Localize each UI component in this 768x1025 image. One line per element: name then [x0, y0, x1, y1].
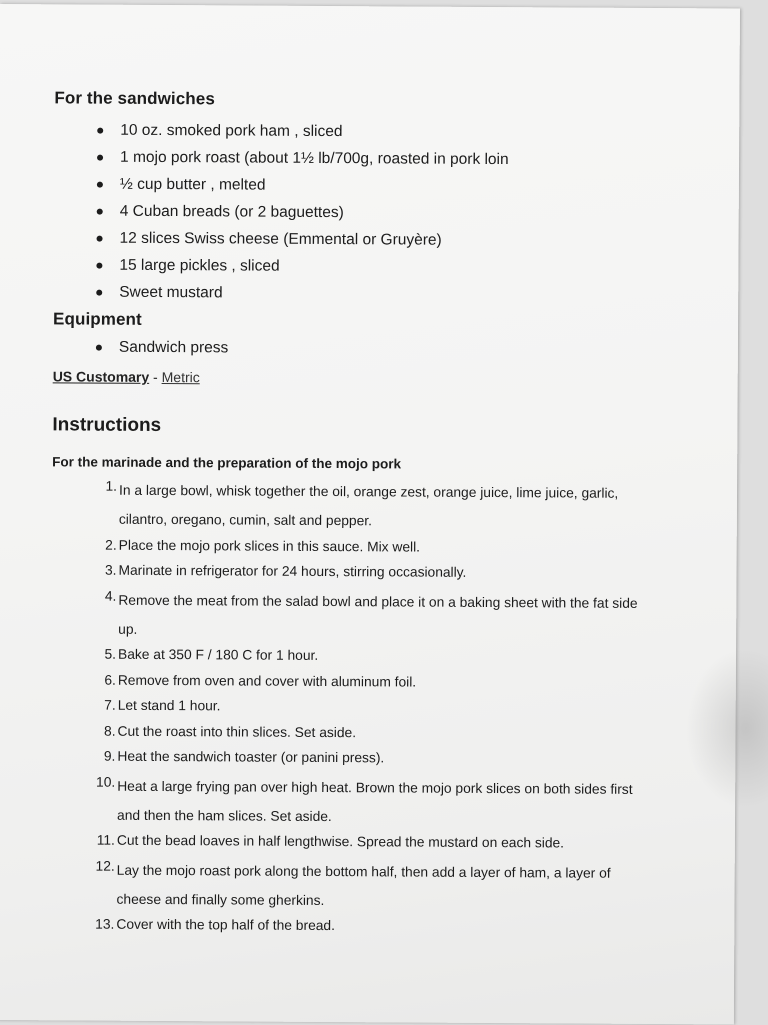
steps-list	[49, 473, 712, 941]
step-number: 11.	[96, 832, 115, 848]
unit-switcher	[53, 368, 713, 388]
instructions-heading: Instructions	[52, 414, 162, 436]
list-item	[54, 116, 714, 147]
bullet-icon	[97, 155, 103, 161]
bullet-icon	[96, 345, 102, 351]
step-text: Remove the meat from the salad bowl and place it on a baking sheet with the fat side	[118, 592, 638, 611]
bullet-icon	[97, 128, 103, 134]
list-item	[49, 853, 709, 916]
paper-sheet	[0, 4, 740, 1025]
step-number: 5.	[104, 646, 117, 662]
step-text: Cut the roast into thin slices. Set aside.	[117, 723, 357, 740]
list-item	[50, 769, 710, 832]
equipment-heading: Equipment	[53, 309, 142, 329]
step-number: 8.	[104, 723, 116, 739]
step-number: 2.	[105, 537, 117, 553]
step-number: 7.	[104, 697, 116, 713]
list-item	[51, 583, 711, 646]
marinade-subheading: For the marinade and the preparation of the mojo pork	[52, 454, 402, 472]
step-number: 1.	[105, 478, 118, 494]
list-item	[50, 718, 710, 748]
list-item	[52, 473, 712, 536]
step-text: Let stand 1 hour.	[117, 697, 221, 714]
ingredient-text: 4 Cuban breads (or 2 baguettes)	[119, 202, 344, 222]
ingredient-text: 10 oz. smoked pork ham , sliced	[120, 121, 343, 141]
list-item	[51, 667, 711, 697]
ingredient-text: 12 slices Swiss cheese (Emmental or Gruyère)	[119, 229, 442, 249]
step-text-continued: cheese and finally some gherkins.	[116, 891, 325, 908]
list-item	[53, 278, 713, 309]
step-text: Cut the bead loaves in half lengthwise. Spread the mustard on each side.	[116, 832, 565, 851]
step-text-continued: up.	[118, 621, 138, 637]
bullet-icon	[97, 182, 103, 188]
step-number: 13.	[95, 916, 115, 932]
bullet-icon	[96, 263, 102, 269]
equipment-text: Sandwich press	[118, 338, 229, 357]
step-number: 6.	[104, 672, 116, 688]
step-number: 9.	[103, 748, 116, 764]
ingredient-text: 15 large pickles , sliced	[119, 256, 280, 275]
ingredients-list	[53, 116, 714, 309]
list-item	[51, 641, 711, 671]
step-text: Cover with the top half of the bread.	[116, 916, 336, 934]
list-item	[50, 827, 710, 857]
step-text: Place the mojo pork slices in this sauce. Mix well.	[118, 537, 421, 555]
list-item	[51, 557, 711, 587]
list-item	[54, 143, 714, 174]
step-text: In a large bowl, whisk together the oil, orange zest, orange juice, lime juice, garlic,	[118, 482, 619, 501]
ingredient-text: 1 mojo pork roast (about 1½ lb/700g, roasted in pork loin	[120, 148, 509, 169]
equipment-list	[53, 333, 713, 364]
bullet-icon	[96, 290, 102, 296]
list-item	[54, 170, 714, 201]
recipe-content	[49, 88, 714, 941]
sandwiches-heading: For the sandwiches	[54, 88, 215, 109]
list-item	[49, 911, 709, 941]
step-number: 3.	[104, 562, 117, 578]
step-text: Bake at 350 F / 180 C for 1 hour.	[117, 646, 319, 663]
list-item	[53, 333, 713, 364]
bullet-icon	[97, 209, 103, 215]
list-item	[54, 197, 714, 228]
step-text: Heat the sandwich toaster (or panini press).	[117, 748, 385, 766]
bullet-icon	[97, 236, 103, 242]
step-text-continued: and then the ham slices. Set aside.	[117, 807, 332, 824]
ingredient-text: ½ cup butter , melted	[119, 175, 266, 194]
list-item	[53, 251, 713, 282]
step-number: 4.	[104, 588, 117, 604]
list-item	[50, 743, 710, 773]
step-text: Remove from oven and cover with aluminum foil.	[117, 672, 417, 690]
ingredient-text: Sweet mustard	[119, 283, 223, 302]
step-text: Heat a large frying pan over high heat. Brown the mojo pork slices on both sides first	[117, 778, 633, 797]
step-text-continued: cilantro, oregano, cumin, salt and pepper.	[118, 511, 373, 529]
step-text: Marinate in refrigerator for 24 hours, stirring occasionally.	[118, 562, 467, 580]
step-text: Lay the mojo roast pork along the bottom half, then add a layer of ham, a layer of	[116, 862, 611, 881]
list-item	[53, 224, 713, 255]
unit-separator: -	[149, 368, 162, 385]
us-customary-link[interactable]: US Customary	[52, 368, 150, 385]
list-item	[51, 692, 711, 722]
step-number: 10.	[96, 774, 116, 790]
step-number: 12.	[95, 858, 115, 874]
metric-link[interactable]: Metric	[161, 368, 200, 386]
list-item	[52, 532, 712, 562]
